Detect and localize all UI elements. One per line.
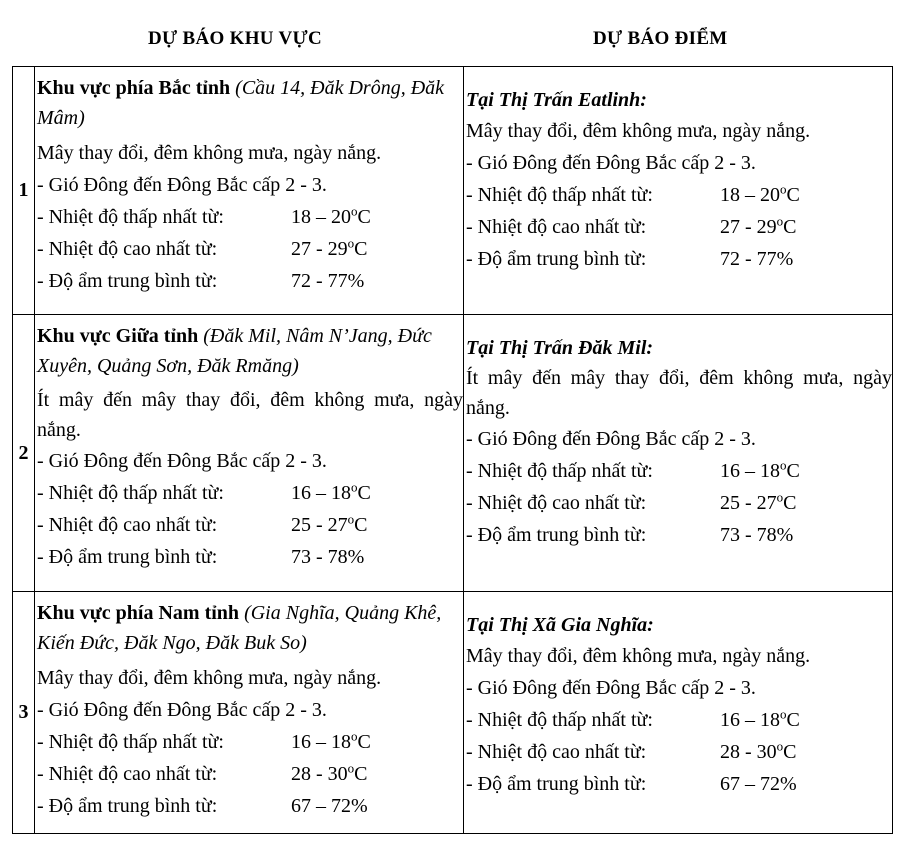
min-temp-label: - Nhiệt độ thấp nhất từ:	[37, 206, 224, 228]
region-forecast-cell	[35, 315, 464, 592]
region-places: (Đăk Mil, Nâm N’Jang, Đức Xuyên, Quảng Sơn, Đăk Rmăng)	[37, 325, 432, 377]
min-temp-row	[37, 726, 463, 758]
humidity-value: 67 – 72%	[291, 795, 368, 817]
max-temp-row	[37, 233, 463, 265]
humidity-label: - Độ ẩm trung bình từ:	[466, 248, 647, 270]
humidity-value: 67 – 72%	[720, 773, 797, 795]
min-temp-label: - Nhiệt độ thấp nhất từ:	[466, 709, 653, 731]
humidity-label: - Độ ẩm trung bình từ:	[37, 795, 218, 817]
wind-info: - Gió Đông đến Đông Bắc cấp 2 - 3.	[37, 174, 327, 196]
wind-info: - Gió Đông đến Đông Bắc cấp 2 - 3.	[466, 152, 756, 174]
min-temp-label: - Nhiệt độ thấp nhất từ:	[466, 184, 653, 206]
min-temp-label: - Nhiệt độ thấp nhất từ:	[37, 482, 224, 504]
max-temp-value: 28 - 30$^o$C	[291, 760, 368, 785]
wind-info: - Gió Đông đến Đông Bắc cấp 2 - 3.	[37, 450, 327, 472]
weather-description: Ít mây đến mây thay đổi, đêm không mưa, ngày nắng.	[466, 367, 892, 419]
row-number: 2	[13, 315, 35, 592]
point-forecast-cell	[464, 67, 893, 315]
humidity-row	[466, 519, 892, 551]
max-temp-label: - Nhiệt độ cao nhất từ:	[37, 514, 218, 536]
max-temp-label: - Nhiệt độ cao nhất từ:	[37, 238, 218, 260]
min-temp-value: 16 – 18$^o$C	[720, 457, 800, 482]
point-forecast-cell	[464, 592, 893, 834]
table-headers	[0, 0, 900, 66]
header-region-forecast: DỰ BÁO KHU VỰC	[148, 28, 322, 49]
header-point-forecast: DỰ BÁO ĐIỂM	[593, 28, 728, 49]
weather-description: Mây thay đổi, đêm không mưa, ngày nắng.	[37, 667, 382, 689]
forecast-table	[12, 66, 893, 834]
weather-description: Mây thay đổi, đêm không mưa, ngày nắng.	[466, 645, 811, 667]
humidity-label: - Độ ẩm trung bình từ:	[466, 773, 647, 795]
min-temp-value: 16 – 18$^o$C	[720, 706, 800, 731]
row-number: 1	[13, 67, 35, 315]
humidity-value: 73 - 78%	[291, 546, 365, 568]
max-temp-row	[466, 736, 892, 768]
humidity-row	[37, 265, 463, 297]
humidity-row	[37, 790, 463, 822]
wind-info: - Gió Đông đến Đông Bắc cấp 2 - 3.	[466, 677, 756, 699]
point-forecast-cell	[464, 315, 893, 592]
weather-description: Mây thay đổi, đêm không mưa, ngày nắng.	[466, 120, 811, 142]
region-forecast-cell	[35, 67, 464, 315]
humidity-value: 72 - 77%	[720, 248, 794, 270]
region-name: Khu vực Giữa tỉnh	[37, 325, 199, 347]
point-name: Tại Thị Xã Gia Nghĩa:	[466, 614, 654, 636]
min-temp-row	[466, 455, 892, 487]
max-temp-value: 25 - 27$^o$C	[291, 511, 368, 536]
max-temp-label: - Nhiệt độ cao nhất từ:	[466, 492, 647, 514]
region-name: Khu vực phía Bắc tỉnh	[37, 77, 231, 99]
region-title	[37, 321, 463, 381]
max-temp-value: 28 - 30$^o$C	[720, 738, 797, 763]
humidity-value: 73 - 78%	[720, 524, 794, 546]
table-row	[13, 67, 893, 315]
row-number: 3	[13, 592, 35, 834]
max-temp-label: - Nhiệt độ cao nhất từ:	[466, 741, 647, 763]
table-row	[13, 315, 893, 592]
humidity-row	[37, 541, 463, 573]
wind-info: - Gió Đông đến Đông Bắc cấp 2 - 3.	[466, 428, 756, 450]
min-temp-label: - Nhiệt độ thấp nhất từ:	[466, 460, 653, 482]
min-temp-value: 16 – 18$^o$C	[291, 479, 371, 504]
point-name: Tại Thị Trấn Đăk Mil:	[466, 337, 654, 359]
region-title	[37, 73, 463, 133]
min-temp-row	[37, 201, 463, 233]
min-temp-row	[37, 477, 463, 509]
region-forecast-cell	[35, 592, 464, 834]
weather-description: Mây thay đổi, đêm không mưa, ngày nắng.	[37, 142, 382, 164]
humidity-row	[466, 243, 892, 275]
region-name: Khu vực phía Nam tỉnh	[37, 602, 240, 624]
wind-info: - Gió Đông đến Đông Bắc cấp 2 - 3.	[37, 699, 327, 721]
table-row	[13, 592, 893, 834]
max-temp-value: 27 - 29$^o$C	[720, 213, 797, 238]
max-temp-label: - Nhiệt độ cao nhất từ:	[466, 216, 647, 238]
humidity-label: - Độ ẩm trung bình từ:	[466, 524, 647, 546]
max-temp-row	[466, 487, 892, 519]
max-temp-label: - Nhiệt độ cao nhất từ:	[37, 763, 218, 785]
region-title	[37, 598, 463, 658]
humidity-value: 72 - 77%	[291, 270, 365, 292]
humidity-row	[466, 768, 892, 800]
min-temp-value: 18 – 20$^o$C	[720, 181, 800, 206]
max-temp-row	[37, 758, 463, 790]
max-temp-value: 25 - 27$^o$C	[720, 489, 797, 514]
humidity-label: - Độ ẩm trung bình từ:	[37, 546, 218, 568]
min-temp-value: 16 – 18$^o$C	[291, 728, 371, 753]
min-temp-row	[466, 179, 892, 211]
point-name: Tại Thị Trấn Eatlinh:	[466, 89, 647, 111]
max-temp-row	[466, 211, 892, 243]
min-temp-label: - Nhiệt độ thấp nhất từ:	[37, 731, 224, 753]
region-places: (Gia Nghĩa, Quảng Khê, Kiến Đức, Đăk Ngo, Đăk Buk So)	[37, 602, 442, 654]
max-temp-value: 27 - 29$^o$C	[291, 235, 368, 260]
min-temp-value: 18 – 20$^o$C	[291, 203, 371, 228]
max-temp-row	[37, 509, 463, 541]
weather-description: Ít mây đến mây thay đổi, đêm không mưa, ngày nắng.	[37, 389, 463, 441]
region-places: (Cầu 14, Đăk Drông, Đăk Mâm)	[37, 77, 445, 129]
humidity-label: - Độ ẩm trung bình từ:	[37, 270, 218, 292]
min-temp-row	[466, 704, 892, 736]
